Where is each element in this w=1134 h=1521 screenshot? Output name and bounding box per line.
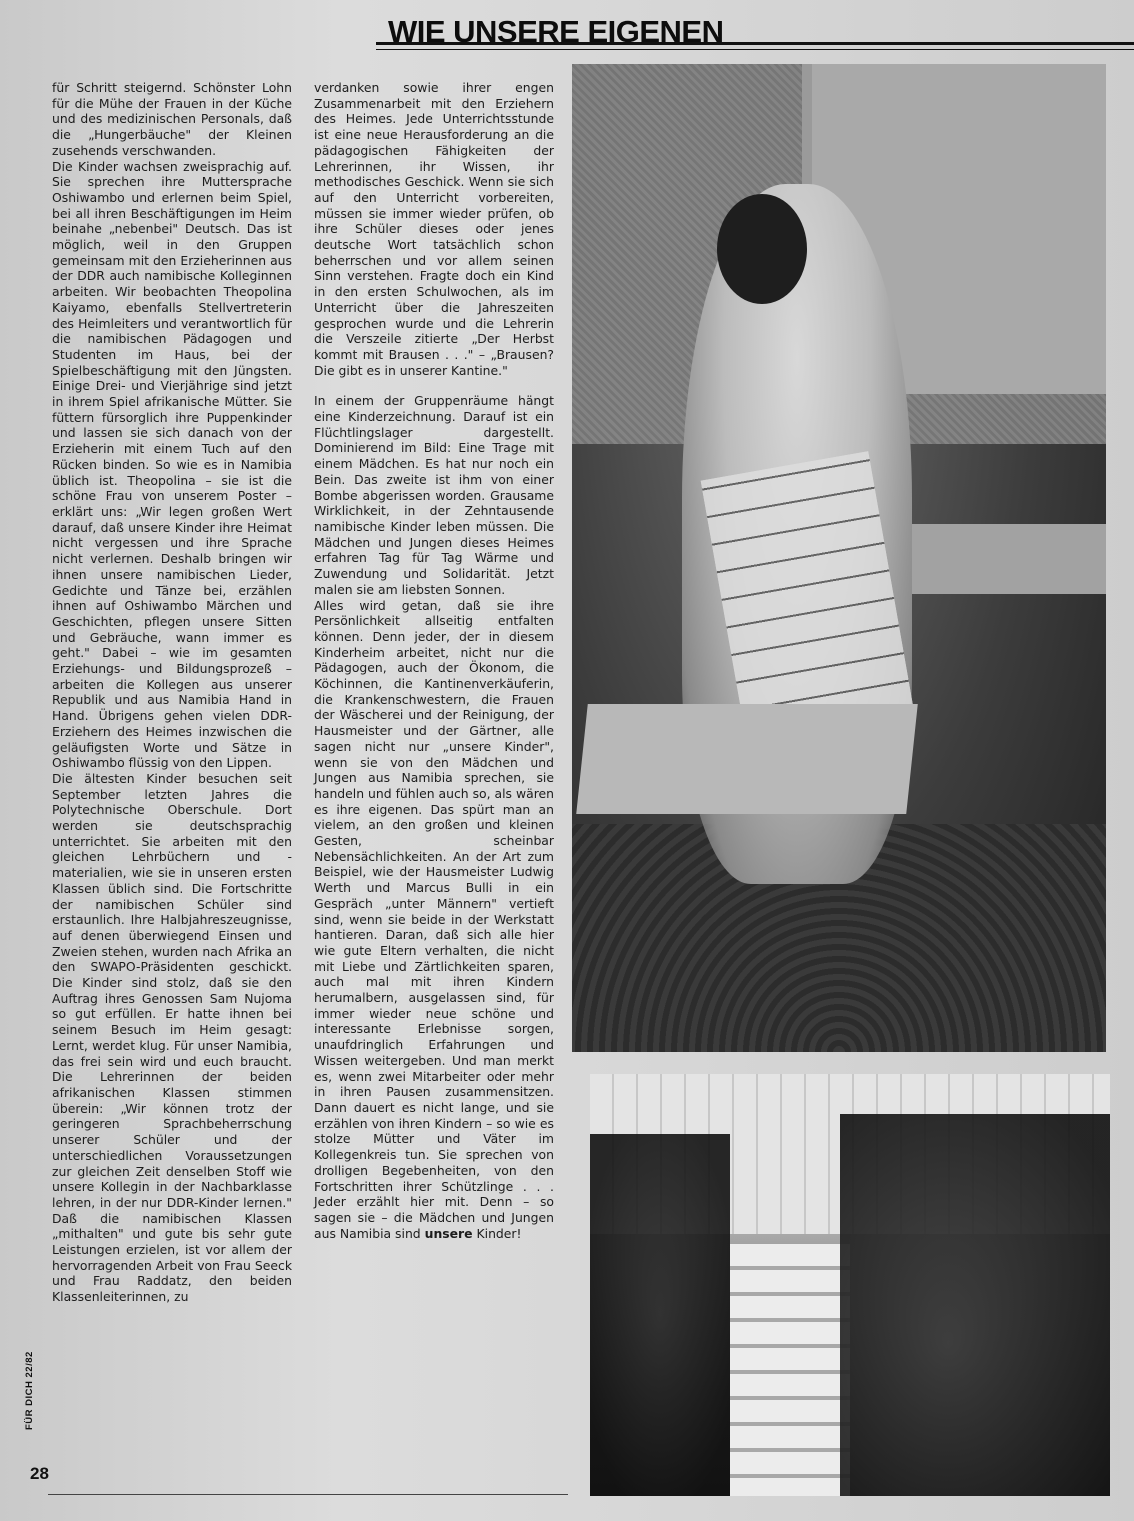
top-photo [572,64,1106,1052]
column2-paragraph: In einem der Gruppenräume hängt eine Kinderzeichnung. Darauf ist ein Flüchtlingslager dargestellt. Dominierend im Bild: Eine Trage mit einem Mädchen. Es hat nur noch ein Bein. Das zweite ist ihm von einer Bombe abgerissen worden. Grausame Wirklichkeit, in der Zehntausende namibische Kinder leben müssen. Die Mädchen und Jungen dieses Heimes erfahren Tag für Tag Wärme und Zuwendung und Solidarität. Jetzt malen sie am liebsten Sonnen. [314,393,554,597]
page-number: 28 [30,1464,49,1483]
text-column-1 [52,80,292,1305]
column1-paragraph: Die Kinder wachsen zweisprachig auf. Sie sprechen ihre Muttersprache Oshiwambo und erlernen beim Spiel, bei all ihren Beschäftigungen im Heim beinahe „nebenbei" Deutsch. Das ist möglich, weil in den Gruppen gemeinsam mit den Erzieherinnen aus der DDR auch namibische Kolleginnen arbeiten. Wir beobachten Theopolina Kaiyamo, ebenfalls Stellvertreterin des Heimleiters und verantwortlich für die namibischen Pädagogen und Studenten im Haus, bei der Spielbeschäftigung mit den Jüngsten. Einige Drei- und Vierjährige sind jetzt in ihrem Spiel afrikanische Mütter. Sie füttern fürsorglich ihre Puppenkinder und lassen sie sich danach von der Erzieherin mit einem Tuch auf den Rücken binden. So wie es in Namibia üblich ist. Theopolina – sie ist die schöne Frau von unserem Poster – erklärt uns: „Wir legen großen Wert darauf, daß unsere Kinder ihre Heimat nicht vergessen und ihre Sprache nicht verlernen. Deshalb bringen wir ihnen unsere namibischen Lieder, Gedichte und Tänze bei, erzählen ihnen auf Oshiwambo Märchen und Geschichten, pflegen unsere Sitten und Gebräuche, wann immer es geht." Dabei – wie im gesamten Erziehungs- und Bildungsprozeß – arbeiten die Kollegen aus unserer Republik und aus Namibia Hand in Hand. Übrigens gehen vielen DDR-Erziehern des Heimes inzwischen die geläufigsten Worte und Sätze in Oshiwambo flüssig von den Lippen. [52,158,292,771]
column1-paragraph: für Schritt steigernd. Schönster Lohn für die Mühe der Frauen in der Küche und des medizinischen Personals, daß die „Hungerbäuche" der Kleinen zusehends verschwanden. [52,80,292,158]
closing-bold-word: unsere [424,1225,473,1241]
bottom-rule [48,1494,568,1495]
bottom-photo [590,1074,1110,1496]
headline: WIE UNSERE EIGENEN [388,14,724,49]
closing-end: Kinder! [472,1225,522,1241]
column2-paragraph-body: Alles wird getan, daß sie ihre Persönlichkeit allseitig entfalten können. Denn jeder, der in diesem Kinderheim arbeitet, nicht nur die Pädagogen, auch der Ökonom, die Köchinnen, die Kantinenverkäuferin, die Krankenschwestern, die Frauen der Wäscherei und der Reinigung, der Hausmeister und der Gärtner, alle sagen nicht nur „unsere Kinder", wenn sie von den Mädchen und Jungen aus Namibia sprechen, sie handeln und fühlen auch so, als wären es ihre eigenen. Das spürt man an vielem, an den großen und kleinen Gesten, scheinbar Nebensächlichkeiten. An der Art zum Beispiel, wie der Hausmeister Ludwig Werth und Marcus Bulli in ein Gespräch „unter Männern" vertieft sind, wenn sie beide in der Werkstatt hantieren. Daran, daß sich alle hier wie gute Eltern verhalten, die nicht mit Liebe und Zärtlichkeiten sparen, auch mal mit ihren Kindern herumalbern, ausgelassen sind, für immer wieder neue schöne und interessante Erlebnisse sorgen, unaufdringlich Erfahrungen und Wissen weitergeben. Und man merkt es, wenn zwei Mitarbeiter oder mehr in ihren Pausen zusammensitzen. Dann dauert es nicht lange, und sie erzählen von ihren Kindern – so wie es stolze Mütter und Väter im Kollegenkreis tun. Sie sprechen von drolligen Begebenheiten, von den Fortschritten ihrer Schützlinge . . . Jeder erzählt hier mit. Denn – so sagen sie – die Mädchen und Jungen aus Namibia sind [314,597,554,1241]
column1-paragraph: Die ältesten Kinder besuchen seit September letzten Jahres die Polytechnische Oberschule. Dort werden sie deutschsprachig unterrichtet. Sie arbeiten mit den gleichen Lehrbüchern und -materialien, wie sie in unseren ersten Klassen üblich sind. Die Fortschritte der namibischen Schüler sind erstaunlich. Ihre Halbjahreszeugnisse, auf denen überwiegend Einsen und Zweien stehen, wurden nach Afrika an den SWAPO-Präsidenten geschickt. Die Kinder sind stolz, daß sie den Auftrag ihres Genossen Sam Nujoma so gut erfüllen. Er hatte ihnen bei seinem Besuch im Heim gesagt: Lernt, werdet klug. Für unser Namibia, das frei sein wird und euch braucht. Die Lehrerinnen der beiden afrikanischen Klassen stimmen überein: „Wir können trotz der geringeren Sprachbeherrschung unserer Schüler und der unterschiedlichen Voraussetzungen zur gleichen Zeit denselben Stoff wie unsere Kollegin in der Nachbarklasse lehren, in der nur DDR-Kinder lernen." Daß die namibischen Klassen „mithalten" und gute bis sehr gute Leistungen erzielen, ist vor allem der hervorragenden Arbeit von Frau Seeck und Frau Raddatz, den beiden Klassenleiterinnen, zu [52,770,292,1305]
text-column-2 [314,80,554,1241]
column2-paragraph-last [314,598,554,1242]
magazine-issue-label: FÜR DICH 22/82 [24,1351,35,1430]
column2-paragraph: verdanken sowie ihrer engen Zusammenarbeit mit den Erziehern des Heimes. Jede Unterrichtsstunde ist eine neue Herausforderung an die pädagogischen Fähigkeiten der Lehrerinnen, ihr Wissen, ihr methodisches Geschick. Wenn sie sich auf den Unterricht vorbereiten, müssen sie immer wieder prüfen, ob ihre Schüler dieses oder jenes deutsche Wort tatsächlich schon beherrschen und vor allem seinen Sinn verstehen. Fragte doch ein Kind in den ersten Schulwochen, als im Unterricht über die Jahreszeiten gesprochen wurde und die Lehrerin die Verszeile zitierte „Der Herbst kommt mit Brausen . . ." – „Brausen? Die gibt es in unserer Kantine." [314,80,554,378]
